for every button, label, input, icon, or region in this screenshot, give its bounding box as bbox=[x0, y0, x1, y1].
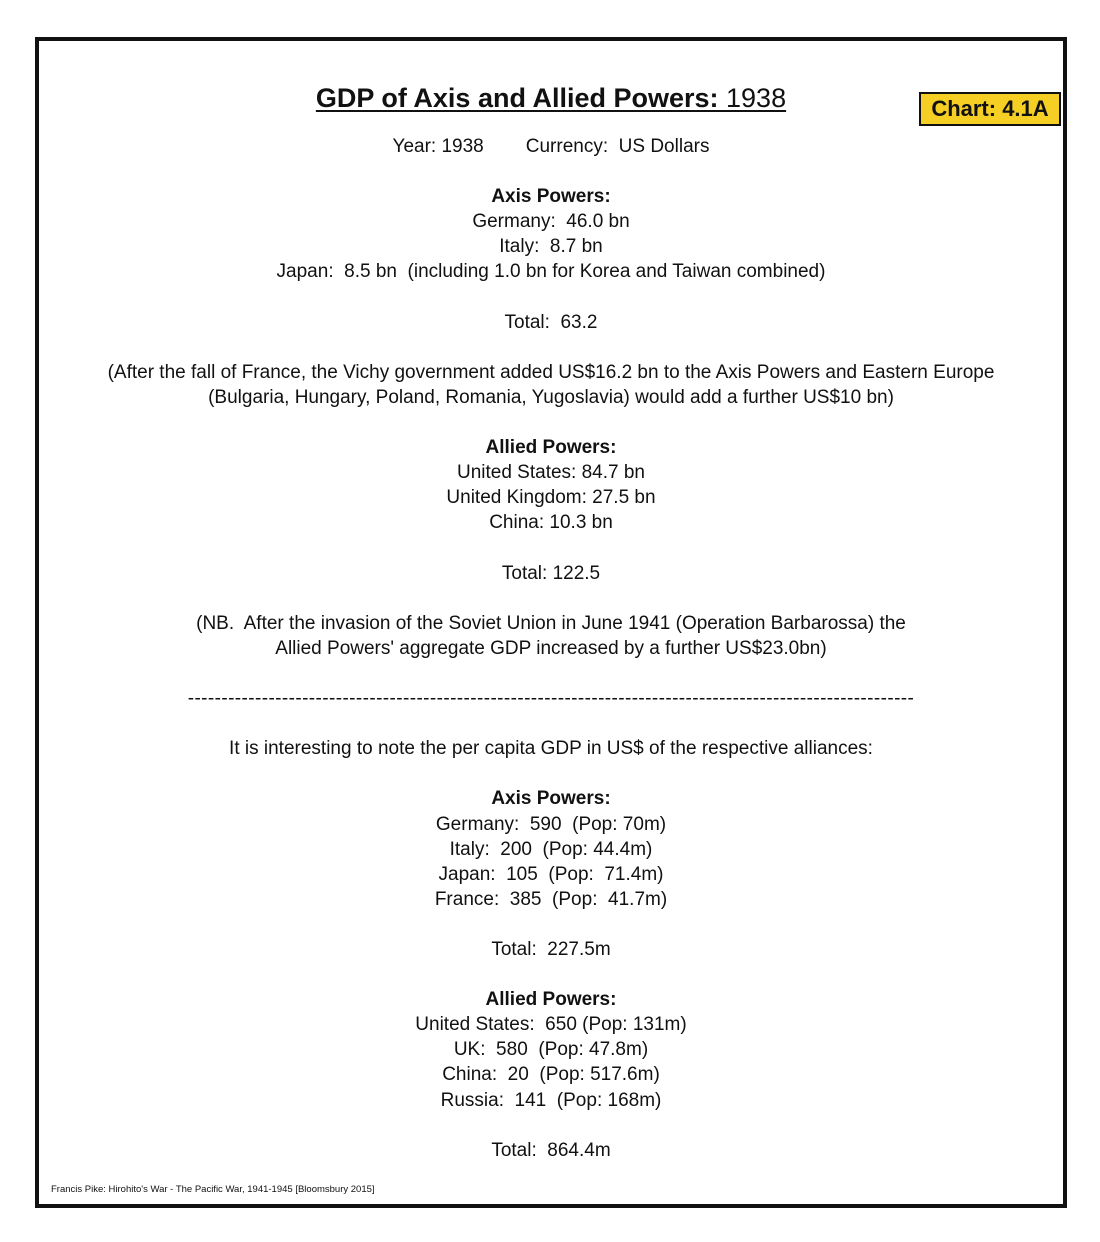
gdp-axis-item: Germany: 46.0 bn bbox=[472, 211, 630, 233]
gdp-axis-item: Japan: 8.5 bn (including 1.0 bn for Korea and Taiwan combined) bbox=[276, 261, 826, 283]
per-capita-allied-total: Total: 864.4m bbox=[491, 1139, 611, 1161]
gdp-axis-total: Total: 63.2 bbox=[504, 311, 598, 333]
per-capita-axis-item: Germany: 590 (Pop: 70m) bbox=[435, 813, 667, 835]
per-capita-axis-heading: Axis Powers: bbox=[491, 788, 611, 810]
meta-line bbox=[39, 134, 1063, 159]
per-capita-allied-heading: Allied Powers: bbox=[485, 989, 617, 1011]
per-capita-allied-item: China: 20 (Pop: 517.6m) bbox=[442, 1064, 660, 1086]
gdp-axis-heading: Axis Powers: bbox=[491, 186, 611, 208]
gdp-allied-heading: Allied Powers: bbox=[485, 437, 617, 459]
meta-currency: Currency: US Dollars bbox=[525, 136, 710, 157]
gdp-axis-note: (Bulgaria, Hungary, Poland, Romania, Yugoslavia) would add a further US$10 bn) bbox=[208, 386, 894, 408]
per-capita-allied-item: United States: 650 (Pop: 131m) bbox=[415, 1014, 687, 1036]
gdp-allied-total: Total: 122.5 bbox=[501, 562, 601, 584]
chart-content bbox=[39, 134, 1063, 1163]
chart-number-badge: Chart: 4.1A bbox=[919, 92, 1061, 126]
section-divider: ------------------------------------------------------------------------------------------------------------ bbox=[187, 688, 915, 710]
gdp-allied-note: (NB. After the invasion of the Soviet Union in June 1941 (Operation Barbarossa) the bbox=[196, 612, 906, 634]
per-capita-intro: It is interesting to note the per capita GDP in US$ of the respective alliances: bbox=[229, 738, 873, 760]
gdp-allied-note: Allied Powers' aggregate GDP increased by a further US$23.0bn) bbox=[275, 637, 827, 659]
per-capita-axis-item: Japan: 105 (Pop: 71.4m) bbox=[438, 863, 664, 885]
title-main: GDP of Axis and Allied Powers: bbox=[315, 83, 719, 113]
meta-year: Year: 1938 bbox=[392, 136, 484, 157]
per-capita-axis-item: Italy: 200 (Pop: 44.4m) bbox=[449, 838, 653, 860]
per-capita-axis-total: Total: 227.5m bbox=[491, 939, 611, 960]
page-title bbox=[39, 82, 1063, 114]
gdp-allied-item: United Kingdom: 27.5 bn bbox=[446, 487, 656, 509]
gdp-allied-item: China: 10.3 bn bbox=[489, 512, 613, 534]
title-year: 1938 bbox=[726, 83, 787, 113]
chart-frame bbox=[35, 37, 1067, 1208]
per-capita-allied-item: UK: 580 (Pop: 47.8m) bbox=[453, 1039, 649, 1061]
source-citation: Francis Pike: Hirohito's War - The Pacific War, 1941-1945 [Bloomsbury 2015] bbox=[51, 1184, 375, 1195]
gdp-allied-item: United States: 84.7 bn bbox=[456, 462, 645, 484]
gdp-axis-note: (After the fall of France, the Vichy government added US$16.2 bn to the Axis Powers and Eastern Europe bbox=[107, 361, 995, 383]
per-capita-axis-item: France: 385 (Pop: 41.7m) bbox=[434, 888, 668, 910]
gdp-axis-item: Italy: 8.7 bn bbox=[499, 236, 603, 258]
per-capita-allied-item: Russia: 141 (Pop: 168m) bbox=[440, 1089, 662, 1111]
